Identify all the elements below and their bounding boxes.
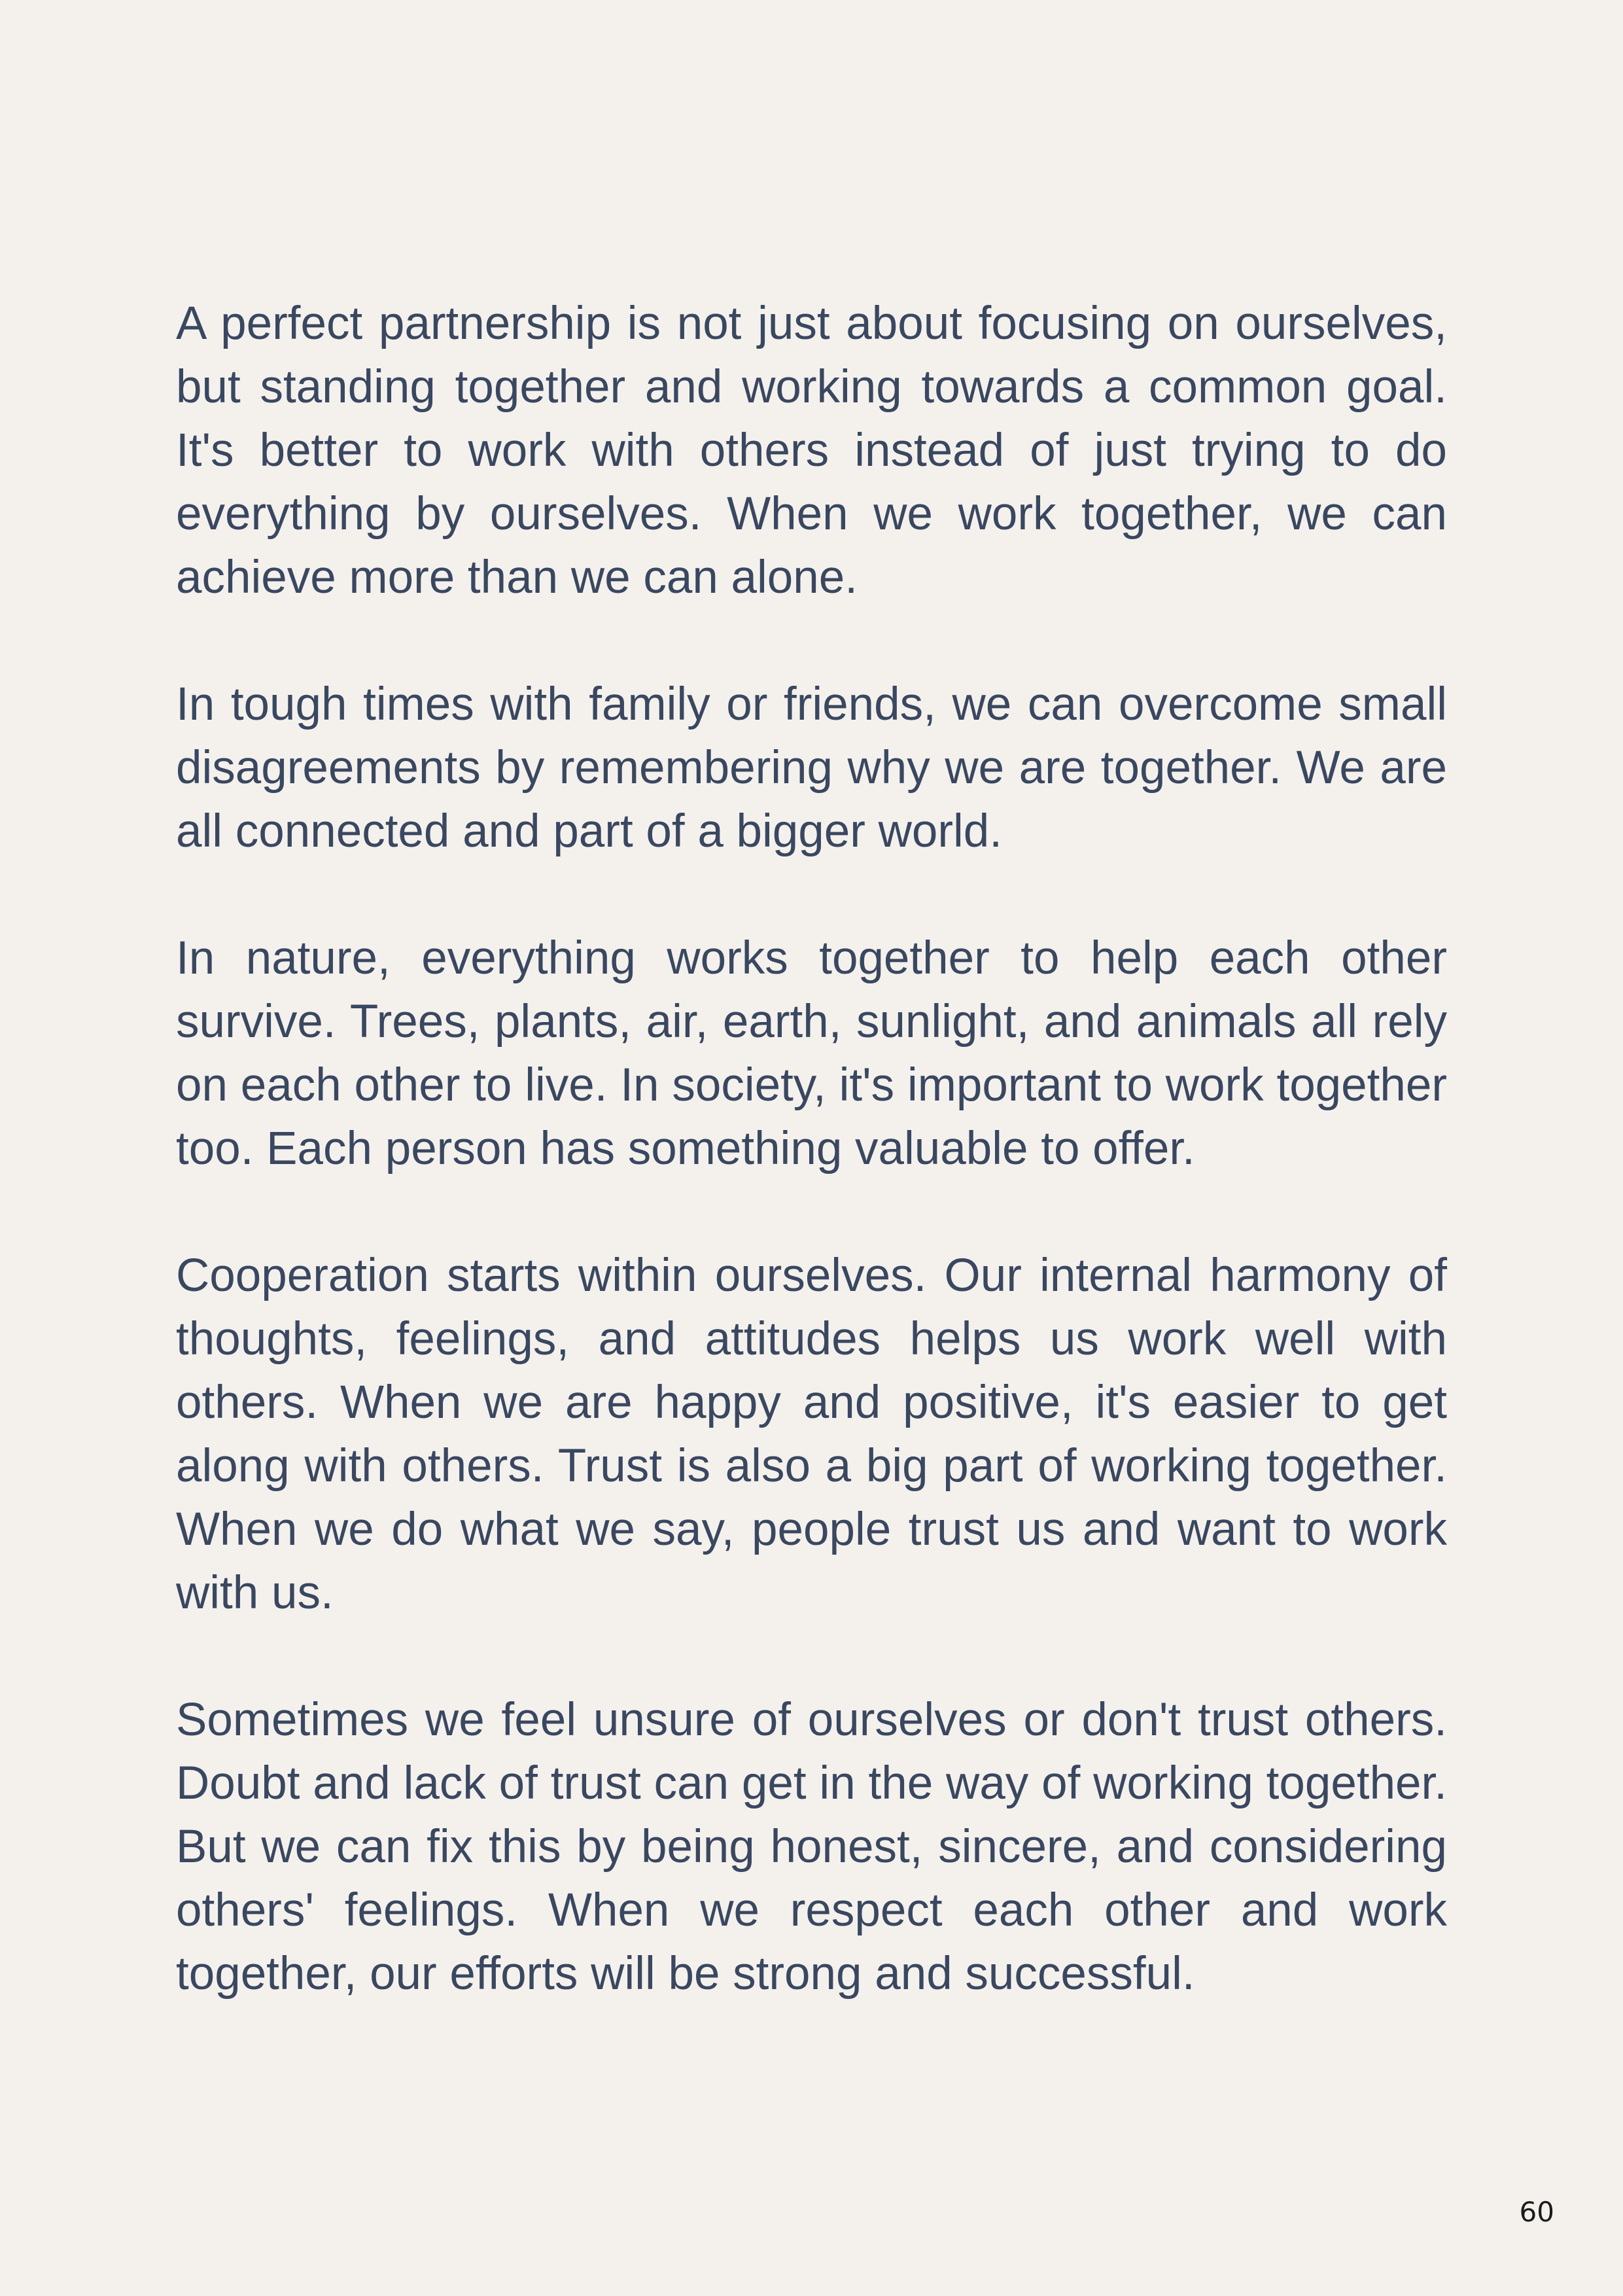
paragraph-trust: Sometimes we feel unsure of ourselves or don't trust others. Doubt and lack of trust can get in the way of working together. But we can fix this by being honest, sincere, and considering others' feelings. When we respect each other and work together, our efforts will be strong and successful. — [176, 1694, 1447, 2000]
paragraph-partnership: A perfect partnership is not just about focusing on ourselves, but standing together and working towards a common goal. It's better to work with others instead of just trying to do everything by ourselves. When we work together, we can achieve more than we can alone. — [176, 298, 1447, 603]
page-number: 60 — [1519, 2196, 1554, 2228]
page-body — [176, 292, 1447, 2005]
paragraph-tough-times: In tough times with family or friends, we can overcome small disagreements by remembering why we are together. We are all connected and part of a bigger world. — [176, 679, 1447, 857]
paragraph-nature: In nature, everything works together to help each other survive. Trees, plants, air, earth, sunlight, and animals all rely on each other to live. In society, it's important to work together too. Each person has something valuable to offer. — [176, 932, 1447, 1174]
paragraph-cooperation: Cooperation starts within ourselves. Our internal harmony of thoughts, feelings, and attitudes helps us work well with others. When we are happy and positive, it's easier to get along with others. Trust is also a big part of working together. When we do what we say, people trust us and want to work with us. — [176, 1250, 1447, 1619]
